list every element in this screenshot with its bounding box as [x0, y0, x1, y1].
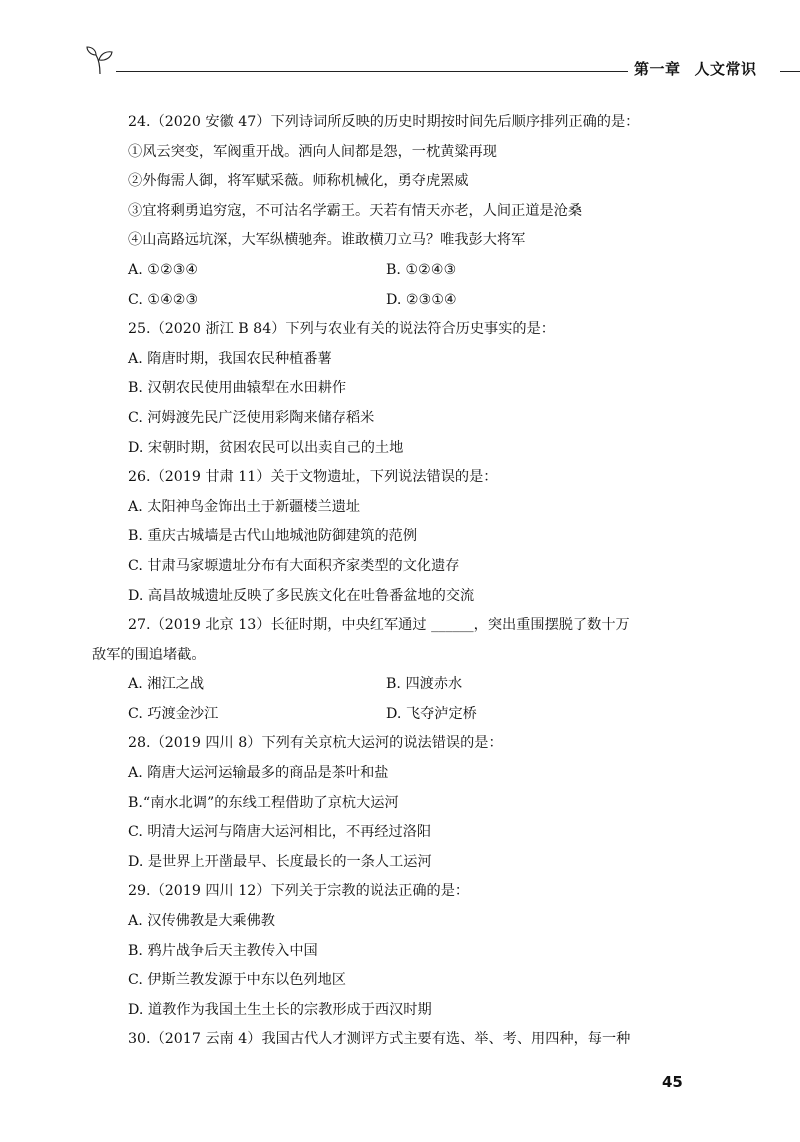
chapter-heading	[634, 58, 757, 79]
question-28-option-c: C. 明清大运河与隋唐大运河相比，不再经过洛阳	[128, 824, 432, 841]
question-25-option-d: D. 宋朝时期，贫困农民可以出卖自己的土地	[128, 439, 404, 456]
question-24-options-row-1	[128, 256, 700, 286]
question-24-poem-3: ③宜将剩勇追穷寇，不可沽名学霸王。天若有情天亦老，人间正道是沧桑	[128, 202, 583, 219]
question-25-option-b: B. 汉朝农民使用曲辕犁在水田耕作	[128, 380, 347, 397]
question-26-option-d: D. 高昌故城遗址反映了多民族文化在吐鲁番盆地的交流	[128, 587, 475, 604]
question-27-stem: 27.（2019 北京 13）长征时期，中央红军通过 ______，突出重围摆脱了数十万	[128, 617, 630, 634]
header-rule-left	[116, 71, 628, 72]
question-24-options-row-2	[128, 286, 700, 316]
question-29-option-a: A. 汉传佛教是大乘佛教	[128, 913, 275, 930]
option-a: A. ①②③④	[128, 261, 199, 278]
option-b: B. 四渡赤水	[386, 676, 463, 693]
question-26-option-a: A. 太阳神鸟金饰出土于新疆楼兰遗址	[128, 498, 361, 515]
question-28-stem: 28.（2019 四川 8）下列有关京杭大运河的说法错误的是：	[128, 735, 503, 752]
running-header	[84, 46, 800, 86]
option-b: B. ①②④③	[386, 261, 457, 278]
question-24-poem-2: ②外侮需人御，将军赋采薇。师称机械化，勇夺虎罴威	[128, 173, 469, 190]
question-28-option-b: B.“南水北调”的东线工程借助了京杭大运河	[128, 794, 399, 811]
option-a: A. 湘江之战	[128, 676, 205, 693]
question-26-stem: 26.（2019 甘肃 11）关于文物遗址，下列说法错误的是：	[128, 469, 498, 486]
question-24-poem-4: ④山高路远坑深，大军纵横驰奔。谁敢横刀立马？唯我彭大将军	[128, 232, 526, 249]
question-25-option-c: C. 河姆渡先民广泛使用彩陶来储存稻米	[128, 409, 375, 426]
option-c: C. 巧渡金沙江	[128, 705, 219, 722]
sprout-icon	[84, 46, 116, 76]
question-27-stem-continued: 敌军的围追堵截。	[92, 646, 206, 663]
question-29-option-c: C. 伊斯兰教发源于中东以色列地区	[128, 972, 346, 989]
question-25-option-a: A. 隋唐时期，我国农民种植番薯	[128, 350, 332, 367]
option-c: C. ①④②③	[128, 291, 199, 308]
question-24-stem: 24.（2020 安徽 47）下列诗词所反映的历史时期按时间先后顺序排列正确的是：	[128, 114, 640, 130]
option-d: D. ②③①④	[386, 291, 457, 308]
question-26-option-c: C. 甘肃马家塬遗址分布有大面积齐家类型的文化遗存	[128, 557, 460, 574]
chapter-number: 第一章	[634, 60, 681, 78]
question-list	[92, 108, 700, 1055]
question-27-options-row-2	[128, 700, 700, 730]
header-rule-right	[780, 71, 800, 72]
question-28-option-a: A. 隋唐大运河运输最多的商品是茶叶和盐	[128, 765, 389, 782]
option-d: D. 飞夺泸定桥	[386, 705, 477, 722]
page-number: 45	[662, 1073, 683, 1091]
question-28-option-d: D. 是世界上开凿最早、长度最长的一条人工运河	[128, 853, 432, 870]
chapter-title: 人文常识	[694, 60, 757, 78]
question-27-options-row-1	[128, 670, 700, 700]
question-29-stem: 29.（2019 四川 12）下列关于宗教的说法正确的是：	[128, 883, 470, 900]
question-29-option-b: B. 鸦片战争后天主教传入中国	[128, 942, 318, 959]
question-29-option-d: D. 道教作为我国土生土长的宗教形成于西汉时期	[128, 1001, 432, 1018]
question-25-stem: 25.（2020 浙江 B 84）下列与农业有关的说法符合历史事实的是：	[128, 321, 555, 338]
question-30-stem: 30.（2017 云南 4）我国古代人才测评方式主要有选、举、考、用四种，每一种	[128, 1031, 631, 1048]
question-24-poem-1: ①风云突变，军阀重开战。洒向人间都是怨，一枕黄粱再现	[128, 143, 497, 160]
question-26-option-b: B. 重庆古城墙是古代山地城池防御建筑的范例	[128, 528, 418, 545]
